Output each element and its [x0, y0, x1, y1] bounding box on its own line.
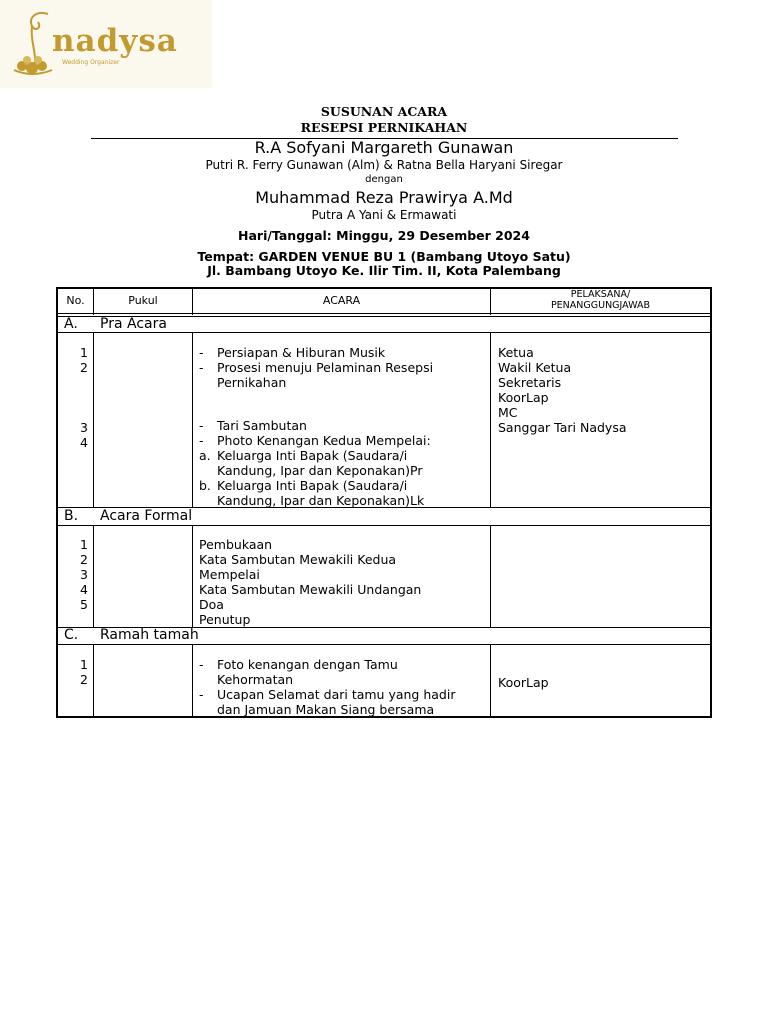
event-item: Kehormatan [217, 672, 294, 687]
pic-item: KoorLap [498, 390, 549, 405]
section-letter: A. [64, 316, 78, 332]
list-marker: b. [199, 478, 211, 493]
row-number: 2 [80, 360, 88, 375]
event-item: Kata Sambutan Mewakili Kedua [199, 552, 397, 567]
event-item: Foto kenangan dengan Tamu [217, 657, 398, 672]
table-row-divider [58, 313, 710, 314]
pic-item: KoorLap [498, 675, 549, 690]
logo-wordmark: nadysa [52, 23, 178, 59]
list-marker: - [199, 345, 204, 360]
event-venue: Tempat: GARDEN VENUE BU 1 (Bambang Utoyo Satu) [197, 249, 571, 264]
event-item: Kandung, Ipar dan Keponakan)Pr [217, 463, 423, 478]
event-item: Kata Sambutan Mewakili Undangan [199, 582, 422, 597]
table-col-divider [490, 525, 491, 627]
logo [0, 0, 212, 88]
row-number: 1 [80, 657, 88, 672]
event-address: Jl. Bambang Utoyo Ke. Ilir Tim. II, Kota Palembang [207, 263, 561, 278]
event-item: Doa [199, 597, 224, 612]
table-col-divider [192, 332, 193, 507]
event-item: Kandung, Ipar dan Keponakan)Lk [217, 493, 425, 508]
event-item: Prosesi menuju Pelaminan Resepsi [217, 360, 434, 375]
event-item: Persiapan & Hiburan Musik [217, 345, 386, 360]
table-col-divider [490, 644, 491, 718]
table-col-divider [93, 332, 94, 507]
row-number: 3 [80, 567, 88, 582]
section-title: Ramah tamah [100, 627, 199, 643]
table-row-divider [58, 332, 710, 333]
event-item: Mempelai [199, 567, 260, 582]
groom-name: Muhammad Reza Prawirya A.Md [255, 188, 513, 207]
section-letter: C. [64, 627, 79, 643]
column-header-pic-line2: PENANGGUNGJAWAB [550, 300, 651, 311]
table-col-divider [93, 525, 94, 627]
row-number: 1 [80, 537, 88, 552]
connector-text: dengan [365, 174, 403, 185]
table-row-divider [58, 644, 710, 645]
section-title: Pra Acara [100, 316, 167, 332]
column-header-no: No. [66, 294, 85, 307]
event-item: Keluarga Inti Bapak (Saudara/i [217, 448, 408, 463]
list-marker: - [199, 687, 204, 702]
table-row-divider [58, 525, 710, 526]
schedule-table [56, 287, 712, 718]
pic-item: Ketua [498, 345, 534, 360]
groom-parents: Putra A Yani & Ermawati [311, 208, 457, 222]
bride-name: R.A Sofyani Margareth Gunawan [254, 138, 514, 157]
flower-logo-icon [8, 8, 58, 80]
event-date: Hari/Tanggal: Minggu, 29 Desember 2024 [238, 228, 530, 243]
table-col-divider [192, 644, 193, 718]
row-number: 5 [80, 597, 88, 612]
document-title-line2: RESEPSI PERNIKAHAN [300, 120, 468, 135]
row-number: 2 [80, 552, 88, 567]
event-item: Keluarga Inti Bapak (Saudara/i [217, 478, 408, 493]
logo-tagline: Wedding Organizer [62, 59, 120, 66]
column-header-pic-line1: PELAKSANA/ [570, 289, 631, 300]
list-marker: - [199, 433, 204, 448]
table-col-divider [490, 332, 491, 507]
list-marker: - [199, 657, 204, 672]
pic-item: Sekretaris [498, 375, 562, 390]
list-marker: a. [199, 448, 211, 463]
event-item: dan Jamuan Makan Siang bersama [217, 702, 435, 717]
event-item: Pembukaan [199, 537, 273, 552]
row-number: 4 [80, 582, 88, 597]
event-item: Pernikahan [217, 375, 287, 390]
column-header-time: Pukul [128, 294, 158, 307]
table-col-divider [93, 644, 94, 718]
section-title: Acara Formal [100, 508, 193, 524]
document-title-line1: SUSUNAN ACARA [320, 104, 448, 119]
pic-item: MC [498, 405, 518, 420]
list-marker: - [199, 360, 204, 375]
pic-item: Sanggar Tari Nadysa [498, 420, 627, 435]
row-number: 1 [80, 345, 88, 360]
event-item: Photo Kenangan Kedua Mempelai: [217, 433, 431, 448]
table-col-divider [192, 525, 193, 627]
column-header-event: ACARA [322, 294, 361, 307]
event-item: Penutup [199, 612, 251, 627]
pic-item: Wakil Ketua [498, 360, 572, 375]
row-number: 3 [80, 420, 88, 435]
event-item: Ucapan Selamat dari tamu yang hadir [217, 687, 456, 702]
row-number: 4 [80, 435, 88, 450]
bride-parents: Putri R. Ferry Gunawan (Alm) & Ratna Bella Haryani Siregar [205, 158, 563, 172]
event-item: Tari Sambutan [217, 418, 307, 433]
row-number: 2 [80, 672, 88, 687]
list-marker: - [199, 418, 204, 433]
section-letter: B. [64, 508, 79, 524]
